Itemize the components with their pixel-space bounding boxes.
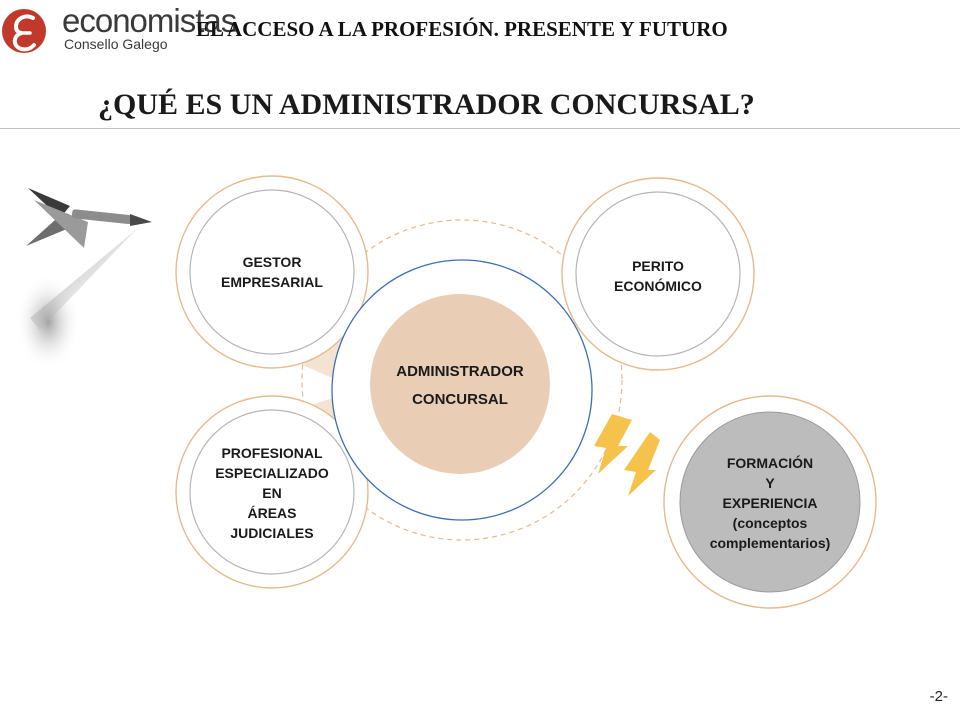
lightning-bolt-icon [624,432,660,496]
profesional-line-1: PROFESIONAL [221,445,323,461]
profesional-line-2: ESPECIALIZADO [215,465,329,481]
dart-icon [16,188,152,370]
formacion-line-3: EXPERIENCIA [722,495,818,511]
formacion-line-5: complementarios) [709,535,831,551]
center-label [370,344,550,428]
lightning-bolt-icon [594,414,632,474]
page-number: -2- [929,688,948,705]
profesional-line-5: JUDICIALES [230,525,314,541]
profesional-line-3: EN [262,485,282,501]
formacion-line-1: FORMACIÓN [726,455,814,471]
logo-name: economistas [62,2,237,39]
formacion-line-2: Y [765,475,775,491]
gestor-label [192,232,352,312]
gestor-line-2: EMPRESARIAL [221,274,323,290]
formacion-line-4: (conceptos [732,515,808,531]
header-title: EL ACCESO A LA PROFESIÓN. PRESENTE Y FUTURO [196,17,728,41]
profesional-line-4: ÁREAS [247,505,297,521]
perito-line-1: PERITO [632,258,684,274]
profesional-label [192,440,352,546]
perito-label [578,236,738,316]
perito-line-2: ECONÓMICO [614,278,702,294]
formacion-label [688,450,852,556]
center-line-2: CONCURSAL [412,391,508,408]
gestor-line-1: GESTOR [242,254,302,270]
logo-subtitle: Consello Galego [64,36,168,52]
center-line-1: ADMINISTRADOR [396,363,524,380]
page-title: ¿QUÉ ES UN ADMINISTRADOR CONCURSAL? [98,88,755,121]
